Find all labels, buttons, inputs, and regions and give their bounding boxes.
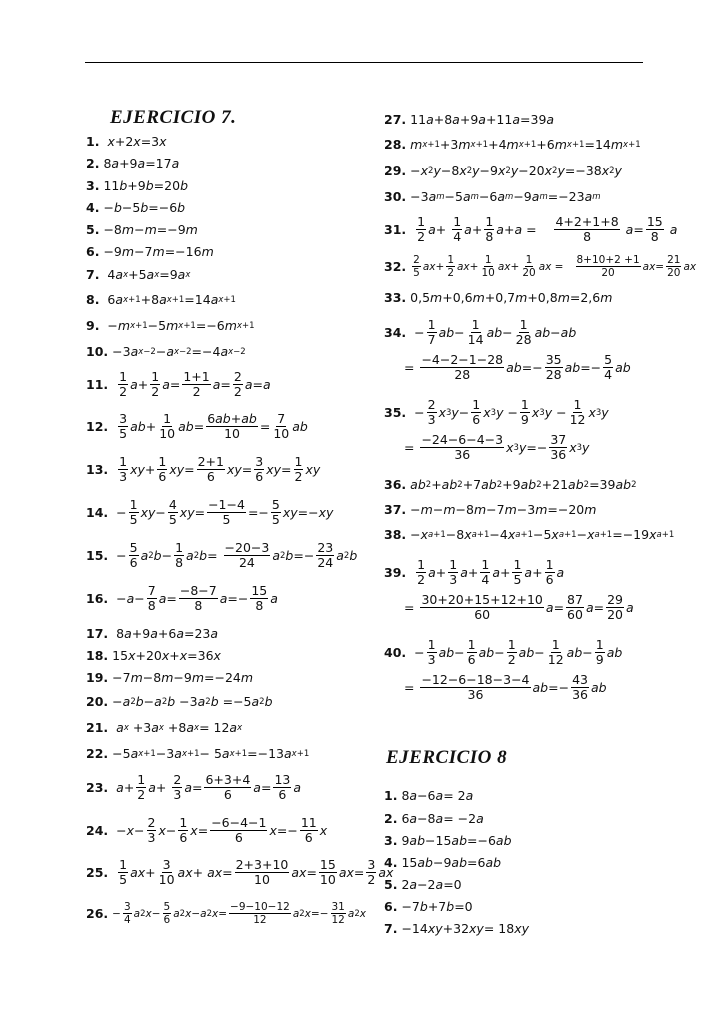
exercise-19: 19. −7 m −8 m −9 m =−24 m: [86, 670, 254, 685]
exercise-2: 2. 8 a +9 a =17 a: [86, 156, 180, 171]
exercise-9: 9. − m x+1 −5 m x+1 =−6 m x+1: [86, 318, 255, 333]
exercise8-1: 1. 8 a −6 a = 2 a: [384, 788, 474, 803]
exercise-34: 34. − $\frac{1}{7}$ ab − $\frac{1}{14}$ ab − $\frac{1}{28}$ ab − ab: [384, 317, 577, 348]
exercise-7: 7. 4 a x +5 a x =9 a x: [86, 267, 191, 282]
exercise-3: 3. 11 b +9 b =20 b: [86, 178, 188, 193]
exercise-4: 4. − b −5 b =−6 b: [86, 200, 186, 215]
exercise-37: 37. − m − m −8 m −7 m −3 m =−20 m: [384, 502, 597, 517]
exercise-17: 17. 8 a +9 a +6 a =23 a: [86, 626, 219, 641]
exercise-16: 16. − a − $\frac{7}{8}$ a = $\frac{-8-7}{8}$ a =− $\frac{15}{8}$ a: [86, 583, 278, 614]
exercise8-5: 5. 2 a −2 a =0: [384, 877, 462, 892]
exercise-14: 14. − $\frac{1}{5}$ xy − $\frac{4}{5}$ xy = $\frac{-1-4}{5}$ =− $\frac{5}{5}$ xy =− xy: [86, 497, 334, 528]
exercise-18: 18. 15 x +20 x + x =36 x: [86, 648, 221, 663]
exercise-5: 5. −8 m − m =−9 m: [86, 222, 198, 237]
exercise-8: 8. 6 a x+1 +8 a x+1 =14 a x+1: [86, 292, 236, 307]
exercise-40: 40. − $\frac{1}{3}$ ab − $\frac{1}{6}$ ab − $\frac{1}{2}$ ab − $\frac{1}{12}$ ab − $\frac{1}{9}$ ab: [384, 637, 623, 668]
exercise-39-result: = $\frac{30+20+15+12+10}{60}$ a = $\frac{87}{60}$ a = $\frac{29}{20}$ a: [404, 592, 634, 623]
exercise-26: 26. − $\frac{3}{4}$ a 2 x − $\frac{5}{6}$ a 2 x − a 2 x = $\frac{-9-10-12}{12}$ a 2 x =− $\frac{31}{12}$ a 2 x: [86, 901, 366, 927]
title-ejercicio-8: EJERCICIO 8: [386, 747, 508, 768]
exercise-30: 30. −3 a m −5 a m −6 a m −9 a m =−23 a m: [384, 189, 601, 204]
exercise-22: 22. −5 a x+1 −3 a x+1 − 5 a x+1 =−13 a x+1: [86, 746, 310, 761]
exercise-36: 36. ab 2 + ab 2 +7 ab 2 +9 ab 2 +21 ab 2 =39 ab 2: [384, 477, 637, 492]
exercise-28: 28. m x+1 +3 m x+1 +4 m x+1 +6 m x+1 =14 m x+1: [384, 137, 641, 152]
exercise8-7: 7. −14 xy +32 xy = 18 xy: [384, 921, 529, 936]
exercise-35-result: = $\frac{-24-6-4-3}{36}$ x 3 y =− $\frac{37}{36}$ x 3 y: [404, 432, 590, 463]
exercise-24: 24. − x − $\frac{2}{3}$ x − $\frac{1}{6}$ x = $\frac{-6-4-1}{6}$ x =− $\frac{11}{6}$ x: [86, 815, 328, 846]
exercise-6: 6. −9 m −7 m =−16 m: [86, 244, 214, 259]
exercise-38: 38. − x a+1 −8 x a+1 −4 x a+1 −5 x a+1 − x a+1 =−19 x a+1: [384, 527, 675, 542]
title-ejercicio-7: EJERCICIO 7.: [110, 107, 237, 128]
exercise-21: 21. a x +3 a x +8 a x = 12 a x: [86, 720, 243, 735]
exercise-32: 32. $\frac{2}{5}$ ax + $\frac{1}{2}$ ax + $\frac{1}{10}$ ax + $\frac{1}{20}$ ax = $\frac{8+10+2 +1}{20}$ ax = $\frac{21}{20}$ ax: [384, 254, 697, 280]
exercise-34-result: = $\frac{-4-2-1-28}{28}$ ab =− $\frac{35}{28}$ ab =− $\frac{5}{4}$ ab: [404, 352, 631, 383]
exercise-27: 27. 11 a +8 a +9 a +11 a =39 a: [384, 112, 555, 127]
exercise8-2: 2. 6 a −8 a = −2 a: [384, 811, 484, 826]
exercise-25: 25. $\frac{1}{5}$ ax + $\frac{3}{10}$ ax + ax = $\frac{2+3+10}{10}$ ax = $\frac{15}{10}$ ax = $\frac{3}{2}$ ax: [86, 857, 394, 888]
exercise-23: 23. a + $\frac{1}{2}$ a + $\frac{2}{3}$ a = $\frac{6+3+4}{6}$ a = $\frac{13}{6}$ a: [86, 772, 302, 803]
exercise-20: 20. − a 2 b − a 2 b −3 a 2 b =−5 a 2 b: [86, 694, 273, 709]
exercise-33: 33. 0,5 m +0,6 m +0,7 m +0,8 m =2,6 m: [384, 290, 613, 305]
exercise-12: 12. $\frac{3}{5}$ ab + $\frac{1}{10}$ ab = $\frac{6ab+ab}{10}$ = $\frac{7}{10}$ ab: [86, 411, 308, 442]
exercise-13: 13. $\frac{1}{3}$ xy + $\frac{1}{6}$ xy = $\frac{2+1}{6}$ xy = $\frac{3}{6}$ xy = $\frac{1}{2}$ xy: [86, 454, 321, 485]
exercise-35: 35. − $\frac{2}{3}$ x 3 y − $\frac{1}{6}$ x 3 y − $\frac{1}{9}$ x 3 y − $\frac{1}{12}$ x 3 y: [384, 397, 609, 428]
exercise8-6: 6. −7 b +7 b =0: [384, 899, 473, 914]
exercise-10: 10. −3 a x−2 − a x−2 =−4 a x−2: [86, 344, 246, 359]
exercise8-3: 3. 9 ab −15 ab =−6 ab: [384, 833, 512, 848]
exercise-1: 1. x +2 x =3 x: [86, 134, 167, 149]
exercise8-4: 4. 15 ab −9 ab =6 ab: [384, 855, 502, 870]
exercise-31: 31. $\frac{1}{2}$ a + $\frac{1}{4}$ a + $\frac{1}{8}$ a + a = $\frac{4+2+1+8}{8}$ a = $\frac{15}{8}$ a: [384, 214, 678, 245]
exercise-15: 15. − $\frac{5}{6}$ a 2 b − $\frac{1}{8}$ a 2 b = $\frac{-20-3}{24}$ a 2 b =− $\frac{23}{24}$ a 2 b: [86, 540, 358, 571]
exercise-11: 11. $\frac{1}{2}$ a + $\frac{1}{2}$ a = $\frac{1+1}{2}$ a = $\frac{2}{2}$ a = a: [86, 369, 271, 400]
top-rule: [85, 62, 643, 63]
exercise-29: 29. − x 2 y −8 x 2 y −9 x 2 y −20 x 2 y =−38 x 2 y: [384, 163, 622, 178]
exercise-40-result: = $\frac{-12-6-18-3-4}{36}$ ab =− $\frac{43}{36}$ ab: [404, 672, 607, 703]
exercise-39: 39. $\frac{1}{2}$ a + $\frac{1}{3}$ a + $\frac{1}{4}$ a + $\frac{1}{5}$ a + $\frac{1}{6}$ a: [384, 557, 565, 588]
